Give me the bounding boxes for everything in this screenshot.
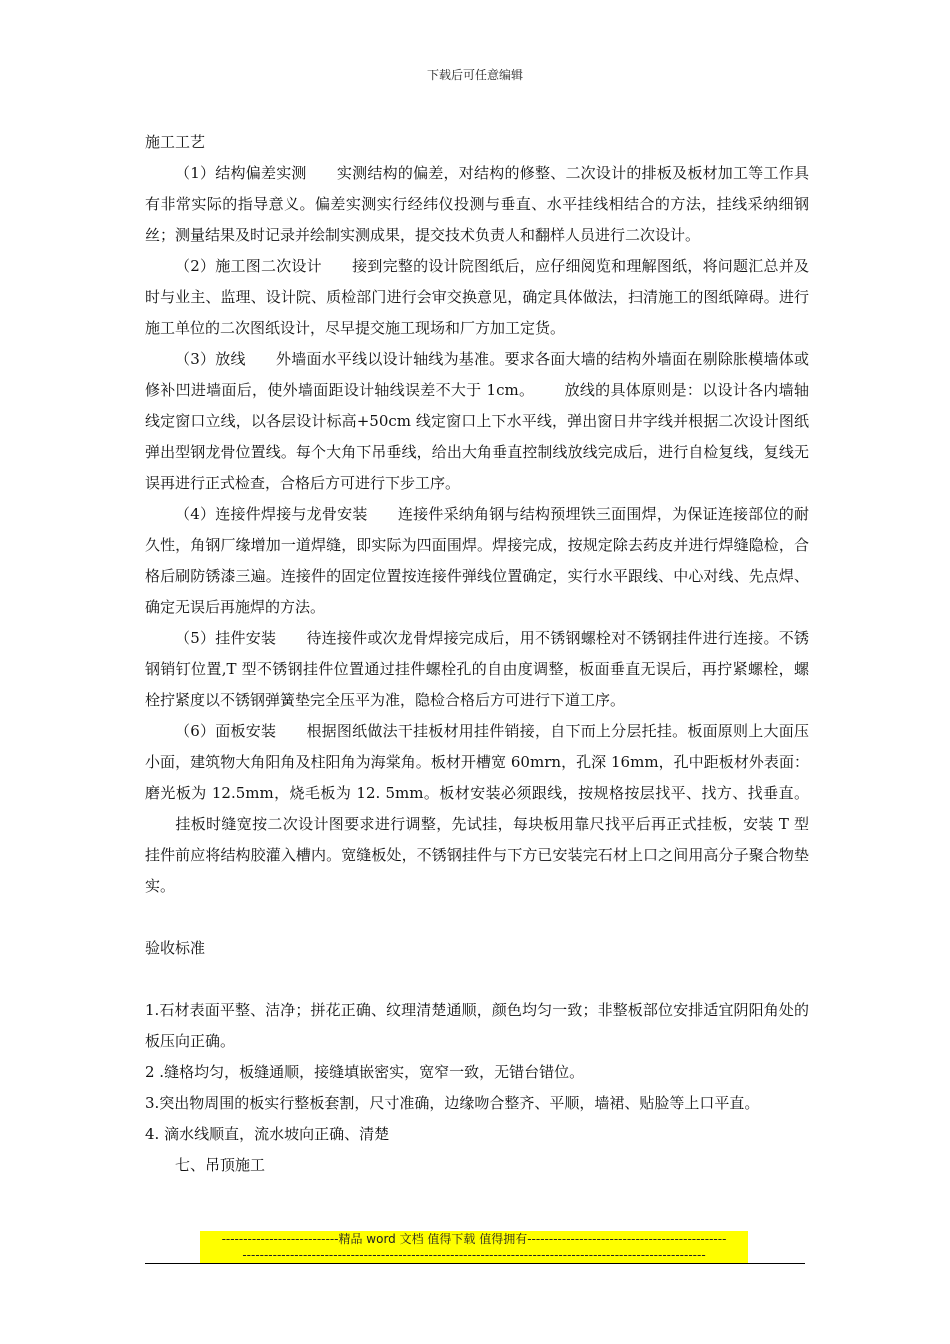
- document-body: [145, 127, 809, 1181]
- acceptance-item: 3.突出物周围的板实行整板套割，尺寸准确，边缘吻合整齐、平顺，墙裙、贴脸等上口平直。: [145, 1094, 760, 1112]
- item-text: 接到完整的设计院图纸后，应仔细阅览和理解图纸，将问题汇总并及时与业主、监理、设计院、质检部门进行会审交换意见，确定具体做法，扫清施工的图纸障碍。进行施工单位的二次图纸设计，尽早提交施工现场和厂方加工定货。: [145, 257, 809, 337]
- section-title-acceptance: 验收标准: [145, 939, 206, 957]
- paragraph-setting-out: [145, 344, 809, 499]
- item-heading: （6）面板安装: [175, 722, 277, 740]
- paragraph-secondary-design: [145, 251, 809, 344]
- item-text: 根据图纸做法干挂板材用挂件销接，自下而上分层托挂。板面原则上大面压小面，建筑物大角阳角及柱阳角为海棠角。板材开槽宽 60mrn，孔深 16mm，孔中距板材外表面：磨光板为 12.5mm，烧毛板为 12. 5mm。板材安装必须跟线，按规格按层找平、找方、找垂直。: [145, 722, 809, 802]
- footer-line-1: ---------------------------精品 word 文档 值得下载 值得拥有----------------------------------------------: [221, 1232, 727, 1246]
- item-heading: （1）结构偏差实测: [175, 164, 307, 182]
- section-title-construction: 施工工艺: [145, 133, 206, 151]
- item-text: 实测结构的偏差，对结构的修整、二次设计的排板及板材加工等工作具有非常实际的指导意义。偏差实测实行经纬仪投测与垂直、水平挂线相结合的方法，挂线采纳细钢丝；测量结果及时记录并绘制实测成果，提交技术负责人和翻样人员进行二次设计。: [145, 164, 809, 244]
- footer-divider: [145, 1263, 805, 1264]
- chapter-heading-ceiling: 七、吊顶施工: [175, 1156, 266, 1174]
- paragraph-panel-install: [145, 716, 809, 902]
- spacer: [145, 964, 809, 995]
- paragraph-structure-deviation: [145, 158, 809, 251]
- item-heading: （2）施工图二次设计: [175, 257, 322, 275]
- item-text: 待连接件或次龙骨焊接完成后，用不锈钢螺栓对不锈钢挂件进行连接。不锈钢销钉位置,T 型不锈钢挂件位置通过挂件螺栓孔的自由度调整，板面垂直无误后，再拧紧螺栓，螺栓拧紧度以不锈钢弹簧垫完全压平为准，隐检合格后方可进行下道工序。: [145, 629, 809, 709]
- footer-banner: [200, 1231, 748, 1263]
- footer-line-2: -----------------------------------------------------------------------------------------------------------: [242, 1248, 706, 1262]
- acceptance-item: 2 .缝格均匀，板缝通顺，接缝填嵌密实，宽窄一致，无错台错位。: [145, 1063, 585, 1081]
- spacer: [145, 902, 809, 933]
- acceptance-item: 4. 滴水线顺直，流水坡向正确、清楚: [145, 1125, 390, 1143]
- item-text: 连接件采纳角钢与结构预埋铁三面围焊，为保证连接部位的耐久性，角钢厂缘增加一道焊缝，即实际为四面围焊。焊接完成，按规定除去药皮并进行焊缝隐检，合格后刷防锈漆三遍。连接件的固定位置按连接件弹线位置确定，实行水平跟线、中心对线、先点焊、确定无误后再施焊的方法。: [145, 505, 809, 616]
- item-heading: （4）连接件焊接与龙骨安装: [175, 505, 368, 523]
- item-text-continued: 放线的具体原则是：以设计各内墙轴线定窗口立线，以各层设计标高+50cm 线定窗口上下水平线，弹出窗日井字线并根据二次设计图纸弹出型钢龙骨位置线。每个大角下吊垂线，给出大角垂直控制线放线完成后，进行自检复线，复线无误再进行正式检查，合格后方可进行下步工序。: [145, 381, 809, 492]
- item-text-continued: 挂板时缝宽按二次设计图要求进行调整，先试挂，每块板用靠尺找平后再正式挂板，安装 T 型挂件前应将结构胶灌入槽内。宽缝板处，不锈钢挂件与下方已安装完石材上口之间用高分子聚合物垫实。: [145, 815, 809, 895]
- page-header: 下载后可任意编辑: [426, 68, 523, 82]
- paragraph-welding-keel: [145, 499, 809, 623]
- paragraph-hanger-install: [145, 623, 809, 716]
- item-heading: （5）挂件安装: [175, 629, 277, 647]
- acceptance-item: 1.石材表面平整、洁净；拼花正确、纹理清楚通顺，颜色均匀一致；非整板部位安排适宜阴阳角处的板压向正确。: [145, 1001, 809, 1050]
- item-text: 外墙面水平线以设计轴线为基准。要求各面大墙的结构外墙面在剔除胀模墙体或修补凹进墙面后，使外墙面距设计轴线误差不大于 1cm。: [145, 350, 809, 399]
- item-heading: （3）放线: [175, 350, 246, 368]
